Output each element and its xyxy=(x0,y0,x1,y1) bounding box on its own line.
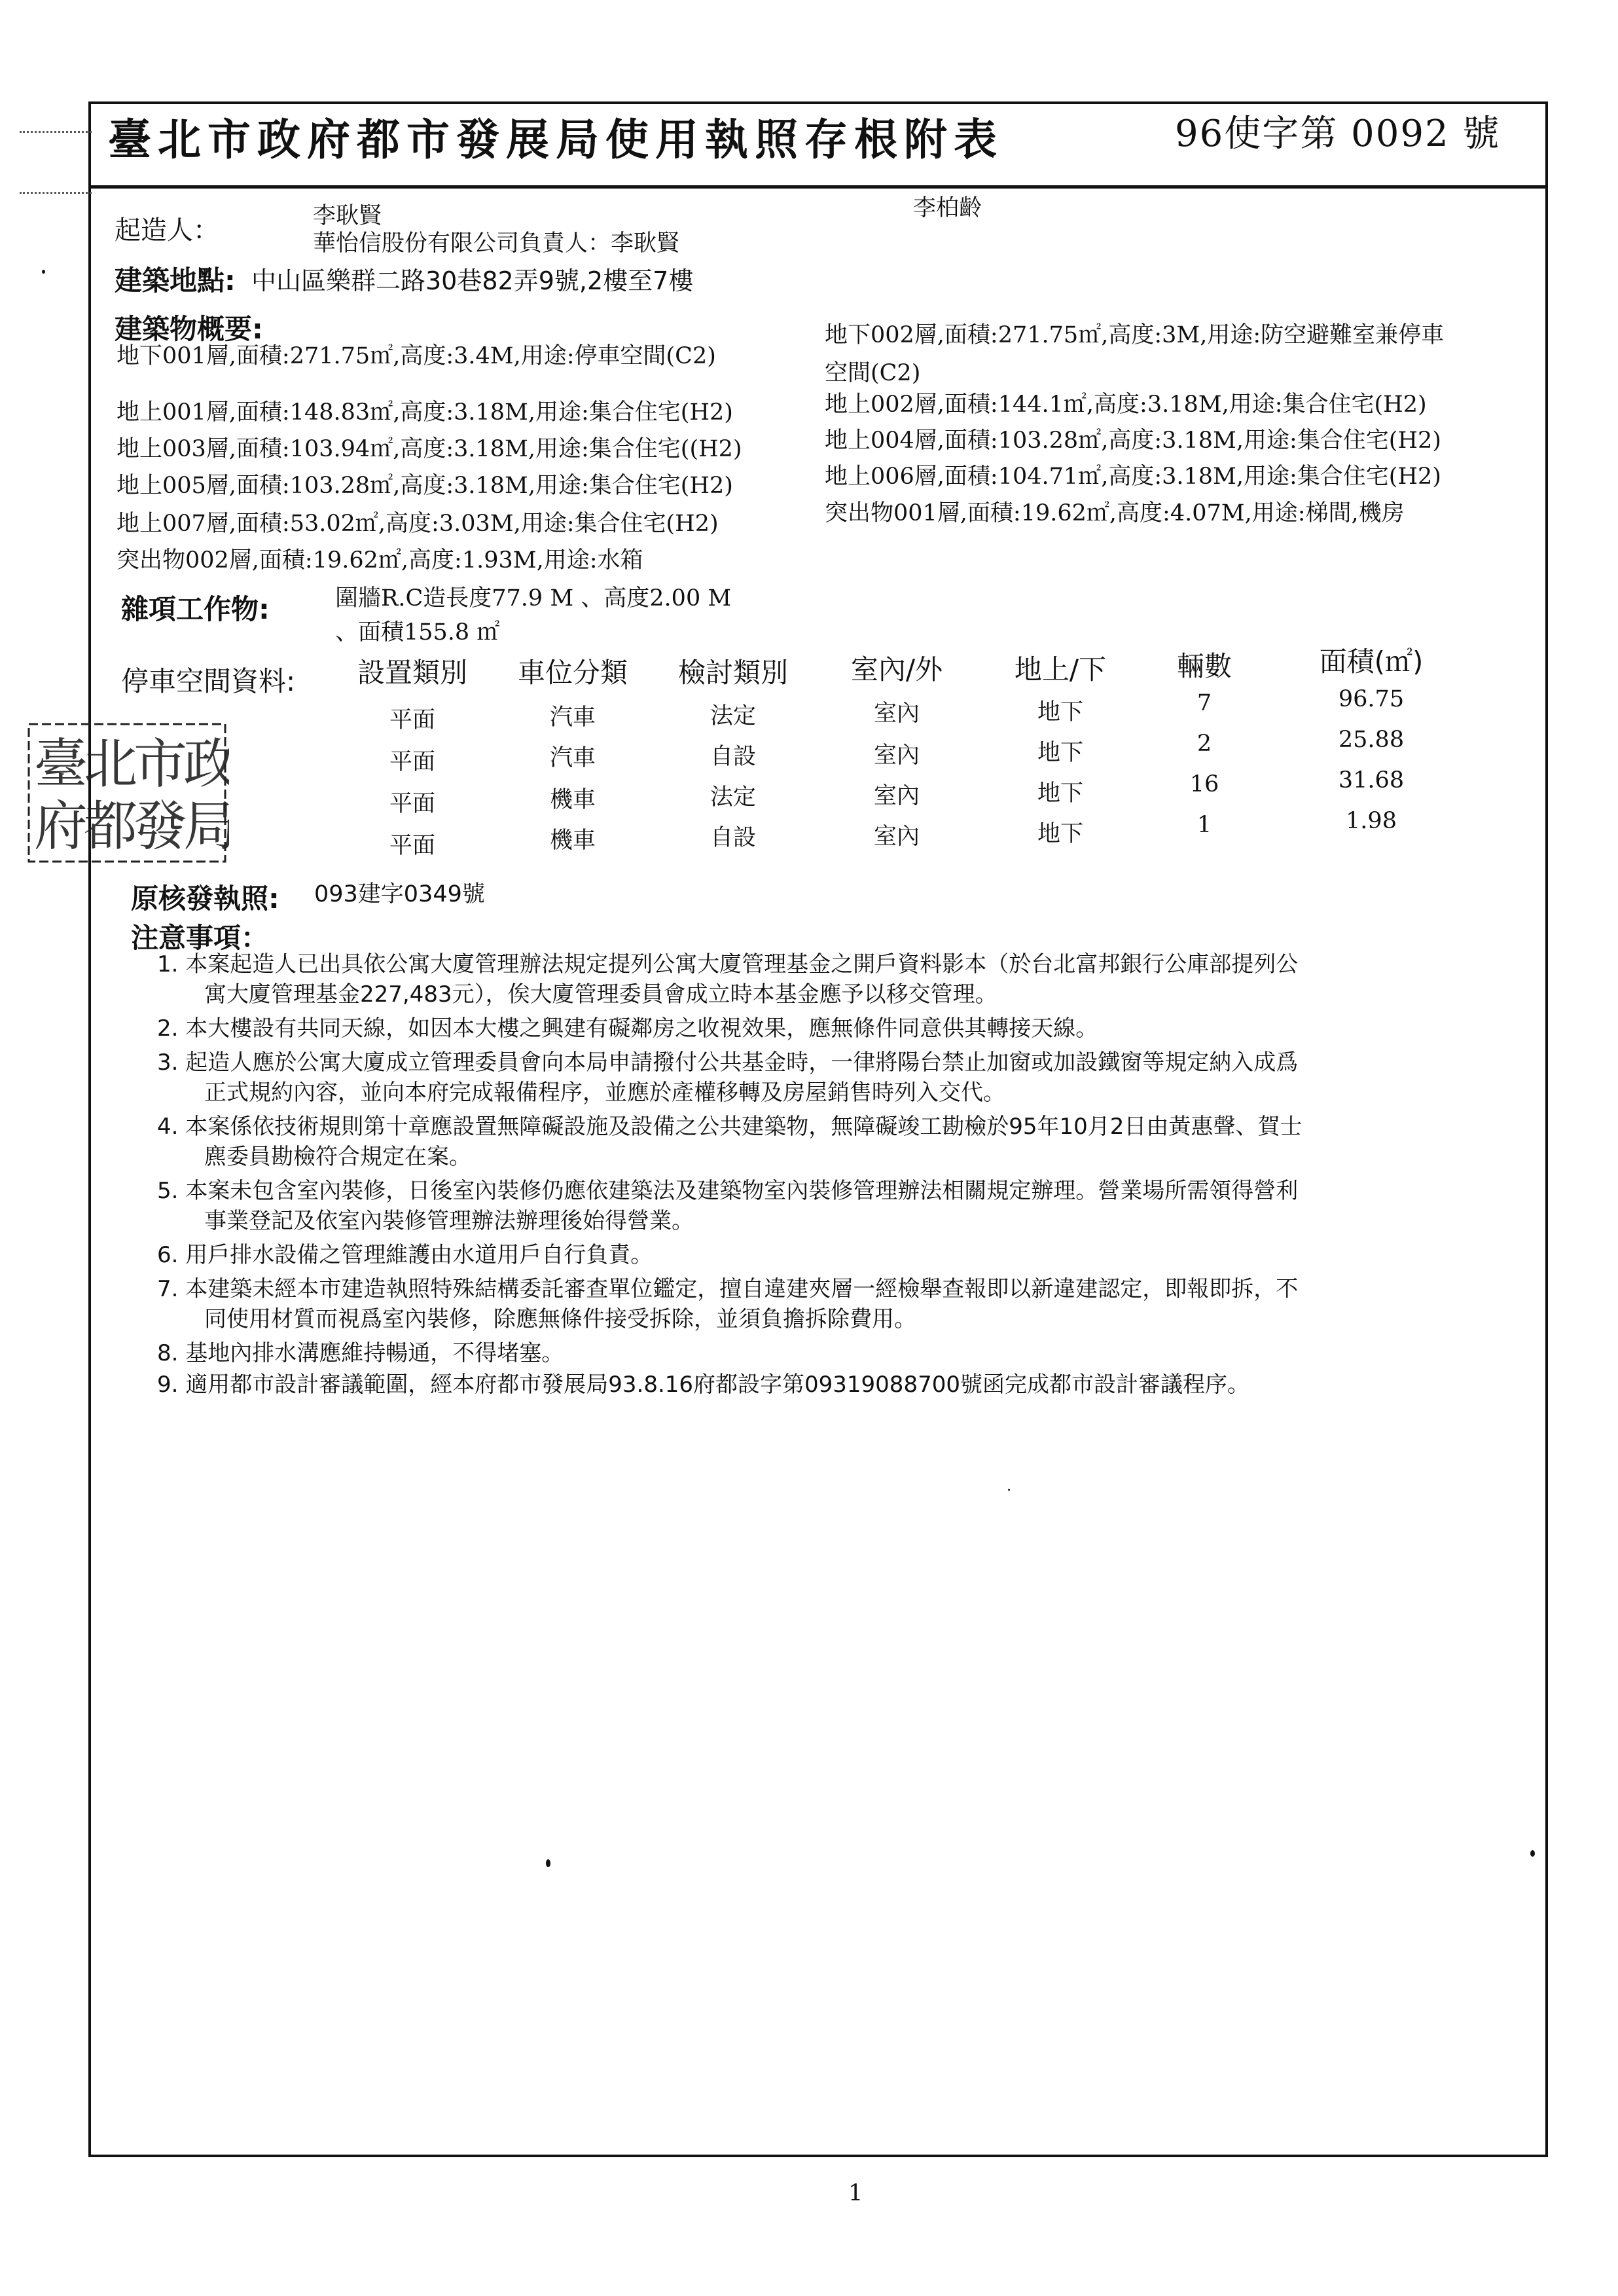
parking-header-above-below: 地上/下 xyxy=(1014,653,1107,685)
parking-cell: 地下 xyxy=(1037,740,1083,766)
note-line: 正式規約內容，並向本府完成報備程序，並應於產權移轉及房屋銷售時列入交代。 xyxy=(204,1080,1005,1106)
note-line: 7. 本建築未經本市建造執照特殊結構委託審查單位鑑定，擅自違建夾層一經檢舉查報即以新違建認定，即報即拆，不 xyxy=(157,1276,1299,1302)
svg-text:府都發局: 府都發局 xyxy=(34,795,229,858)
parking-cell: 室內 xyxy=(873,701,920,727)
original-license-label: 原核發執照: xyxy=(131,883,279,915)
parking-cell: 機車 xyxy=(549,787,596,813)
parking-cell: 7 xyxy=(1196,690,1212,716)
parking-header-count: 輛數 xyxy=(1176,650,1232,682)
parking-cell: 平面 xyxy=(389,833,435,859)
parking-cell: 96.75 xyxy=(1338,686,1405,712)
overview-right-line: 地上002層,面積:144.1㎡,高度:3.18M,用途:集合住宅(H2) xyxy=(825,392,1427,418)
overview-left-line: 突出物002層,面積:19.62㎡,高度:1.93M,用途:水箱 xyxy=(117,547,643,574)
parking-cell: 地下 xyxy=(1037,821,1083,847)
overview-right-line: 突出物001層,面積:19.62㎡,高度:4.07M,用途:梯間,機房 xyxy=(825,500,1405,526)
scan-speck xyxy=(1530,1850,1535,1857)
note-line: 麃委員勘檢符合規定在案。 xyxy=(204,1144,471,1170)
builder-company: 華怡信股份有限公司負責人：李耿賢 xyxy=(313,230,680,257)
parking-cell: 汽車 xyxy=(549,704,596,731)
overview-left-line: 地下001層,面積:271.75㎡,高度:3.4M,用途:停車空間(C2) xyxy=(117,343,716,369)
note-line: 事業登記及依室內裝修管理辦法辦理後始得營業。 xyxy=(204,1208,694,1234)
note-line: 寓大廈管理基金227,483元），俟大廈管理委員會成立時本基金應予以移交管理。 xyxy=(204,981,998,1008)
overview-right-line: 地上006層,面積:104.71㎡,高度:3.18M,用途:集合住宅(H2) xyxy=(825,464,1441,490)
note-line: 5. 本案未包含室內裝修，日後室內裝修仍應依建築法及建築物室內裝修管理辦法相關規定辦理。營業場所需領得營利 xyxy=(157,1178,1299,1204)
parking-cell: 25.88 xyxy=(1338,727,1405,753)
scan-speck xyxy=(1008,1489,1010,1491)
parking-cell: 2 xyxy=(1196,731,1212,757)
notes-label: 注意事項： xyxy=(131,922,269,954)
note-line: 2. 本大樓設有共同天線，如因本大樓之興建有礙鄰房之收視效果，應無條件同意供其轉接天線。 xyxy=(157,1015,1098,1042)
parking-cell: 地下 xyxy=(1037,780,1083,807)
misc-line-2: 、面積155.8 ㎡ xyxy=(335,619,500,646)
scan-margin-mark xyxy=(20,131,92,194)
svg-text:臺北市政: 臺北市政 xyxy=(34,733,229,795)
scan-speck xyxy=(42,270,45,274)
parking-header-space-type: 車位分類 xyxy=(517,657,628,689)
parking-cell: 自設 xyxy=(710,744,756,770)
note-line: 6. 用戶排水設備之管理維護由水道用戶自行負責。 xyxy=(157,1242,653,1268)
overview-left-line: 地上005層,面積:103.28㎡,高度:3.18M,用途:集合住宅(H2) xyxy=(117,473,733,499)
misc-label: 雜項工作物: xyxy=(121,593,270,625)
builder-label: 起造人： xyxy=(115,215,219,246)
parking-label: 停車空間資料: xyxy=(121,665,296,697)
scan-speck xyxy=(546,1859,550,1867)
note-line: 4. 本案係依技術規則第十章應設置無障礙設施及設備之公共建築物，無障礙竣工勘檢於95年10月2日由黃惠聲、賀士 xyxy=(157,1114,1303,1140)
official-seal-stamp xyxy=(26,720,229,867)
builder-name-1: 李耿賢 xyxy=(313,203,382,229)
misc-line-1: 圍牆R.C造長度77.9 M 、高度2.00 M xyxy=(335,585,732,611)
parking-cell: 室內 xyxy=(873,742,920,769)
page-number: 1 xyxy=(848,2180,863,2206)
parking-cell: 平面 xyxy=(389,707,435,733)
parking-cell: 法定 xyxy=(710,784,756,811)
overview-left-line: 地上001層,面積:148.83㎡,高度:3.18M,用途:集合住宅(H2) xyxy=(117,399,733,426)
parking-cell: 自設 xyxy=(710,825,756,851)
title-underline xyxy=(88,185,1548,189)
parking-cell: 法定 xyxy=(710,703,756,729)
parking-cell: 室內 xyxy=(873,783,920,809)
parking-cell: 1.98 xyxy=(1346,808,1397,834)
note-line: 同使用材質而視爲室內裝修，除應無條件接受拆除，並須負擔拆除費用。 xyxy=(204,1306,916,1332)
parking-cell: 機車 xyxy=(549,828,596,854)
site-label: 建築地點: xyxy=(115,264,236,297)
note-line: 1. 本案起造人已出具依公寓大廈管理辦法規定提列公寓大廈管理基金之開戶資料影本（於台北富邦銀行公庫部提列公 xyxy=(157,951,1299,977)
parking-cell: 室內 xyxy=(873,824,920,850)
builder-name-2: 李柏齡 xyxy=(913,195,982,221)
note-line: 3. 起造人應於公寓大廈成立管理委員會向本局申請撥付公共基金時，一律將陽台禁止加窗或加設鐵窗等規定納入成爲 xyxy=(157,1049,1299,1076)
parking-cell: 汽車 xyxy=(549,745,596,771)
parking-header-review-type: 檢討類別 xyxy=(677,657,788,689)
parking-cell: 平面 xyxy=(389,749,435,775)
site-address: 中山區樂群二路30巷82弄9號,2樓至7樓 xyxy=(251,266,694,295)
overview-right-line: 地下002層,面積:271.75㎡,高度:3M,用途:防空避難室兼停車 xyxy=(825,322,1445,348)
overview-left-line: 地上003層,面積:103.94㎡,高度:3.18M,用途:集合住宅((H2) xyxy=(117,436,742,462)
note-line: 8. 基地內排水溝應維持暢通，不得堵塞。 xyxy=(157,1340,564,1366)
parking-cell: 31.68 xyxy=(1338,767,1405,793)
parking-header-setup-type: 設置類別 xyxy=(357,657,467,689)
parking-cell: 16 xyxy=(1189,771,1219,797)
overview-right-line: 地上004層,面積:103.28㎡,高度:3.18M,用途:集合住宅(H2) xyxy=(825,428,1441,454)
overview-label: 建築物概要: xyxy=(115,313,263,345)
overview-right-line: 空間(C2) xyxy=(825,360,921,386)
overview-left-line: 地上007層,面積:53.02㎡,高度:3.03M,用途:集合住宅(H2) xyxy=(117,511,719,537)
parking-header-area: 面積(㎡) xyxy=(1319,646,1424,678)
document-title: 臺北市政府都市發展局使用執照存根附表 xyxy=(108,114,1003,165)
note-line: 9. 適用都市設計審議範圍，經本府都市發展局93.8.16府都設字第09319088700號函完成都市設計審議程序。 xyxy=(157,1372,1249,1398)
original-license-value: 093建字0349號 xyxy=(314,881,485,907)
parking-cell: 1 xyxy=(1196,812,1212,838)
permit-number: 96使字第 0092 號 xyxy=(1175,113,1501,155)
parking-cell: 地下 xyxy=(1037,699,1083,725)
parking-cell: 平面 xyxy=(389,791,435,817)
parking-header-indoor-outdoor: 室內/外 xyxy=(850,653,943,685)
